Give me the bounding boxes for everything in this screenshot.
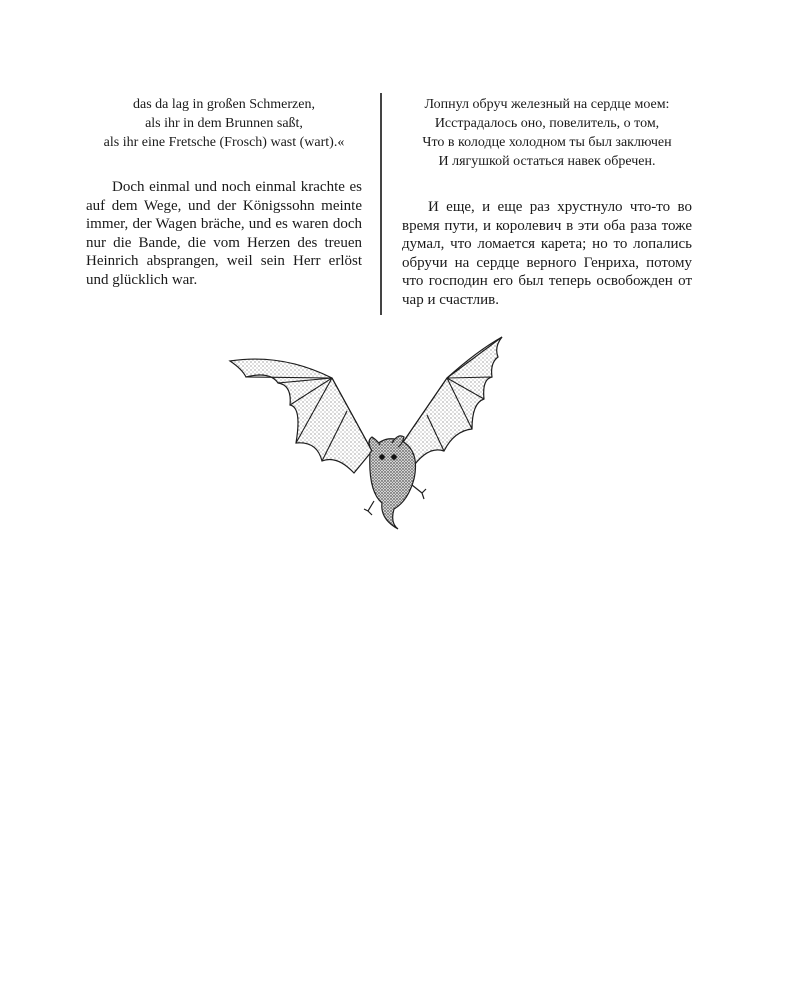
bat-left-wing <box>230 359 372 473</box>
poem-line: Что в колодце холодном ты был заключен <box>422 135 672 150</box>
poem-line: И лягушкой остаться навек обречен. <box>438 154 656 169</box>
bat-right-wing <box>397 337 502 471</box>
german-column <box>86 95 362 289</box>
german-paragraph: Doch einmal und noch einmal krachte es auf dem Wege, und der Königssohn meinte immer, der Wagen bräche, und es waren doch nur die Bande, die vom Herzen des treuen Heinrich absprangen, weil sein Herr erlöst und glücklich war. <box>86 179 362 288</box>
column-divider <box>380 93 382 315</box>
poem-line: als ihr eine Fretsche (Frosch) wast (wart).« <box>103 135 345 150</box>
russian-poem <box>402 95 692 171</box>
russian-paragraph: И еще, и еще раз хрустнуло что-то во время пути, и королевич в эти оба раза тоже думал, что ломается карета; но то лопались обручи на сердце верного Генриха, потому что господин его был теперь освобожден от чар и счастлив. <box>402 199 692 308</box>
poem-line: Исстрадалось оно, повелитель, о том, <box>434 116 660 131</box>
poem-line: das da lag in großen Schmerzen, <box>133 97 315 112</box>
russian-column <box>402 95 692 309</box>
poem-line: Лопнул обруч железный на сердце моем: <box>424 97 670 112</box>
poem-line: als ihr in dem Brunnen saßt, <box>145 116 303 131</box>
bat-icon <box>222 333 507 533</box>
german-poem <box>86 95 362 152</box>
